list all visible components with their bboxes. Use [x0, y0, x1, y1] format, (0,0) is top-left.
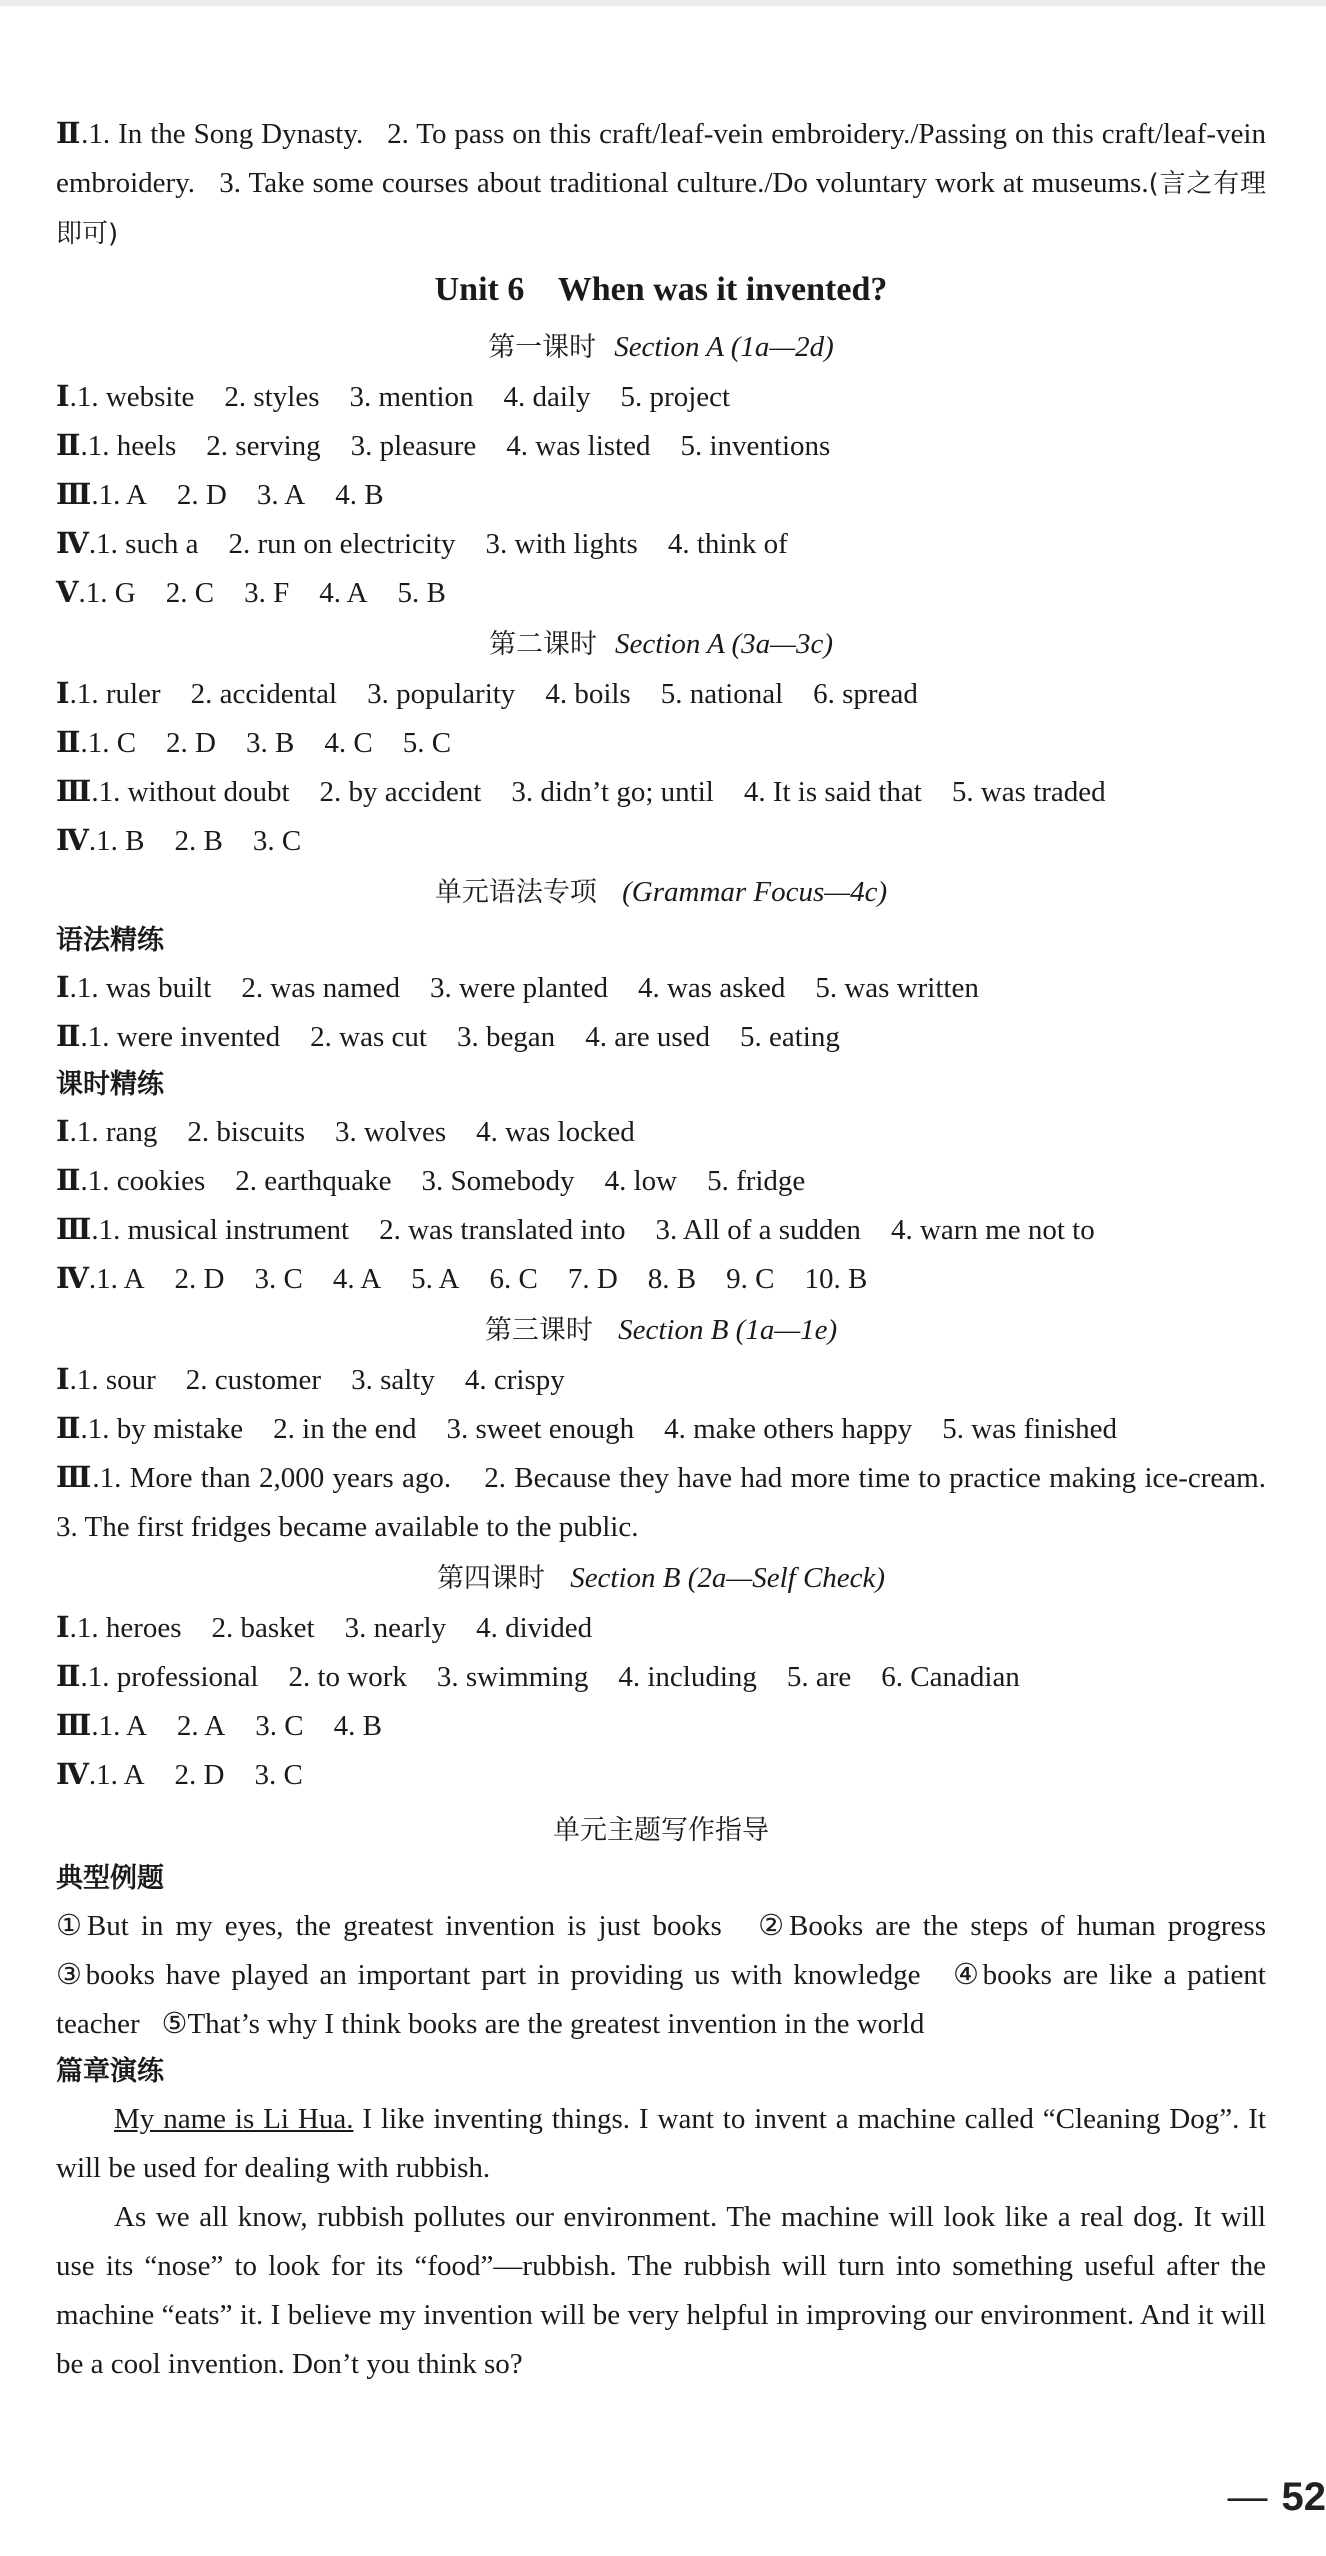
- answer-item: 4. are used: [585, 1021, 710, 1053]
- answer-item: 4. was locked: [476, 1116, 635, 1148]
- sections: [56, 321, 1266, 866]
- roman-numeral: Ⅱ: [56, 727, 81, 759]
- lesson-title: [56, 618, 1266, 670]
- note-text: (言之有理即可): [56, 169, 1267, 249]
- page-number-dash: —: [1227, 2475, 1268, 2519]
- lesson-title-3: [56, 1304, 1266, 1356]
- answer-item: 2. B: [174, 825, 223, 857]
- roman-numeral: Ⅱ: [56, 1413, 81, 1445]
- answer-item: 7. D: [567, 1263, 618, 1295]
- sub-heading: 课时精练: [56, 1069, 164, 1100]
- answer-item: 2. in the end: [273, 1413, 417, 1445]
- answer-item: 1. by mistake: [87, 1413, 244, 1445]
- answer-item: 1. A: [96, 1263, 145, 1295]
- answer-row: Ⅱ.1. professional 2. to work 3. swimming 4. including 5. are 6. Canadian: [56, 1661, 1020, 1693]
- answer-item: 2. D: [176, 479, 227, 511]
- answer-row: Ⅱ.1. C 2. D 3. B 4. C 5. C: [56, 727, 452, 759]
- answer-item: 1. musical instrument: [98, 1214, 350, 1246]
- sub-heading: 典型例题: [56, 1863, 164, 1894]
- roman-numeral: Ⅳ: [56, 825, 89, 857]
- lesson-title-section: Section B (1a—1e): [618, 1314, 838, 1346]
- answer-item: 1. were invented: [87, 1021, 281, 1053]
- lesson-title-section: Section B (2a—Self Check): [570, 1562, 886, 1594]
- answer-item: 3. swimming: [436, 1661, 589, 1693]
- sub-heading: 篇章演练: [56, 2056, 164, 2087]
- answer-item: 3. F: [244, 577, 290, 609]
- answer-content: [56, 110, 1295, 2389]
- grammar-rows-1: [56, 964, 1266, 1062]
- answer-item: 1. without doubt: [98, 776, 290, 808]
- lesson-title-section: (Grammar Focus—4c): [622, 876, 888, 908]
- roman-numeral: Ⅰ: [56, 1364, 70, 1396]
- answer-item: 4. B: [333, 1710, 382, 1742]
- answer-item: 5. B: [397, 577, 446, 609]
- answer-item: 4. think of: [667, 528, 788, 560]
- answer-item: 5. was written: [815, 972, 979, 1004]
- roman-numeral: Ⅰ: [56, 678, 70, 710]
- answer-item: 3. B: [246, 727, 295, 759]
- answer-item: 1. A: [96, 1759, 145, 1791]
- answer-item: 4. was asked: [637, 972, 786, 1004]
- answer-row: Ⅰ.1. rang 2. biscuits 3. wolves 4. was locked: [56, 1116, 635, 1148]
- answer-item: 2. serving: [206, 430, 321, 462]
- answer-item: 3. popularity: [367, 678, 516, 710]
- essay-text: I like inventing things. I want to invent a machine called “Cleaning Dog”. It will be used for dealing with rubbish.: [56, 2103, 1266, 2184]
- answer-item: 1. such a: [96, 528, 199, 560]
- answer-item: 2. D: [174, 1263, 225, 1295]
- answer-item: 3. Somebody: [421, 1165, 575, 1197]
- section4-rows: [56, 1604, 1266, 1800]
- lesson-title-zh: 第二课时: [489, 629, 597, 660]
- answer-item: 1. rang: [76, 1116, 158, 1148]
- answer-item: 2. styles: [224, 381, 320, 413]
- answer-row: Ⅲ.1. A 2. D 3. A 4. B: [56, 479, 384, 511]
- answer-item: 4. including: [618, 1661, 757, 1693]
- answer-item: 8. B: [647, 1263, 697, 1295]
- roman-numeral: Ⅲ: [56, 479, 92, 511]
- answer-item: 4. make others happy: [664, 1413, 913, 1445]
- answer-item: 10. B: [804, 1263, 868, 1295]
- answer-row: Ⅱ.1. were invented 2. was cut 3. began 4. are used 5. eating: [56, 1021, 840, 1053]
- roman-numeral: Ⅳ: [56, 1759, 89, 1791]
- answer-row: Ⅳ.1. A 2. D 3. C 4. A 5. A 6. C 7. D 8. B 9. C 10. B: [56, 1263, 868, 1295]
- answer-item: 6. Canadian: [881, 1661, 1020, 1693]
- answer-row: Ⅲ.1. More than 2,000 years ago. 2. Because they have had more time to practice making ice-cream. 3. The first fridges became available to the public.: [56, 1462, 1295, 1543]
- lesson-title-zh: 第一课时: [488, 332, 597, 363]
- answer-row: Ⅰ.1. heroes 2. basket 3. nearly 4. divided: [56, 1612, 593, 1644]
- lesson-title-4: [56, 1552, 1266, 1604]
- unit-title: Unit 6 When was it invented?: [434, 271, 888, 308]
- answer-item: 1. G: [85, 577, 136, 609]
- answer-text: 2. To pass on this craft/leaf-vein embroidery./Passing on this craft/leaf-vein embroidery.: [56, 118, 1266, 199]
- roman-numeral: Ⅰ: [56, 381, 70, 413]
- top-answer-block: Ⅱ.1. In the Song Dynasty. 2. To pass on this craft/leaf-vein embroidery./Passing on this craft/leaf-vein embroidery. 3. Take some courses about traditional culture./Do voluntary work at museums.(言之有理即可): [56, 118, 1267, 249]
- answer-item: 3. began: [456, 1021, 556, 1053]
- answer-item: 2. A: [176, 1710, 226, 1742]
- answer-item: 4. crispy: [464, 1364, 565, 1396]
- answer-item: 5. was finished: [942, 1413, 1117, 1445]
- answer-text: 3. Take some courses about traditional culture./Do voluntary work at museums.: [219, 167, 1149, 199]
- answer-row: Ⅰ.1. was built 2. was named 3. were planted 4. was asked 5. was written: [56, 972, 979, 1004]
- answer-text: 1. In the Song Dynasty.: [88, 118, 364, 150]
- answer-row: Ⅳ.1. A 2. D 3. C: [56, 1759, 303, 1791]
- answer-item: 1. professional: [87, 1661, 259, 1693]
- answer-row: Ⅱ.1. heels 2. serving 3. pleasure 4. was listed 5. inventions: [56, 430, 831, 462]
- lesson-title-zh: 单元语法专项: [434, 877, 597, 908]
- answer-item: 2. run on electricity: [228, 528, 456, 560]
- answer-row: Ⅰ.1. sour 2. customer 3. salty 4. crispy: [56, 1364, 565, 1396]
- grammar-rows-2: [56, 1108, 1266, 1304]
- answer-item: 5. are: [786, 1661, 852, 1693]
- answer-item: 1. sour: [76, 1364, 156, 1396]
- answer-item: 2. D: [166, 727, 216, 759]
- answer-item: 1. heroes: [76, 1612, 182, 1644]
- answer-item: 4. A: [319, 577, 368, 609]
- roman-numeral: Ⅲ: [56, 1462, 93, 1494]
- answer-item: 3. pleasure: [350, 430, 477, 462]
- roman-numeral: Ⅰ: [56, 1612, 70, 1644]
- answer-item: 3. C: [254, 1759, 303, 1791]
- answer-item: 2. basket: [211, 1612, 315, 1644]
- answer-item: 4. It is said that: [743, 776, 922, 808]
- roman-numeral: Ⅰ: [56, 1116, 70, 1148]
- answer-row: Ⅲ.1. without doubt 2. by accident 3. didn’t go; until 4. It is said that 5. was traded: [56, 776, 1106, 808]
- answer-row: Ⅰ.1. ruler 2. accidental 3. popularity 4. boils 5. national 6. spread: [56, 678, 918, 710]
- answer-item: 5. project: [620, 381, 731, 413]
- roman-numeral: Ⅲ: [56, 1710, 92, 1742]
- page-number-value: 52: [1281, 2475, 1326, 2519]
- answer-item: 2. was named: [241, 972, 401, 1004]
- answer-row: Ⅱ.1. by mistake 2. in the end 3. sweet enough 4. make others happy 5. was finished: [56, 1413, 1117, 1445]
- answer-item: 4. warn me not to: [890, 1214, 1095, 1246]
- answer-item: 4. C: [324, 727, 373, 759]
- writing-title-text: 单元主题写作指导: [553, 1815, 769, 1846]
- roman-numeral: Ⅲ: [56, 776, 92, 808]
- answer-item: 2. was translated into: [379, 1214, 626, 1246]
- answer-item: 1. website: [76, 381, 195, 413]
- answer-row: Ⅲ.1. A 2. A 3. C 4. B: [56, 1710, 382, 1742]
- roman-numeral: Ⅳ: [56, 1263, 89, 1295]
- answer-row: Ⅳ.1. B 2. B 3. C: [56, 825, 302, 857]
- writing-title: [56, 1804, 1266, 1856]
- answer-item: 4. low: [604, 1165, 678, 1197]
- roman-numeral: Ⅱ: [56, 1661, 81, 1693]
- answer-item: 1. ruler: [76, 678, 161, 710]
- roman-numeral: Ⅱ: [56, 118, 82, 150]
- answer-row: Ⅱ.1. cookies 2. earthquake 3. Somebody 4. low 5. fridge: [56, 1165, 806, 1197]
- answer-item: 3. wolves: [334, 1116, 447, 1148]
- answer-item: 2. C: [165, 577, 215, 609]
- top-edge: [0, 0, 1326, 6]
- roman-numeral: Ⅱ: [56, 430, 81, 462]
- answer-item: 1. C: [87, 727, 137, 759]
- answer-item: 3. sweet enough: [446, 1413, 635, 1445]
- answer-item: 1. B: [96, 825, 145, 857]
- answer-item: 5. C: [402, 727, 452, 759]
- lesson-title-section: Section A (1a—2d): [614, 331, 834, 363]
- answer-item: 5. national: [660, 678, 784, 710]
- answer-item: 3. salty: [351, 1364, 435, 1396]
- example-text: ①But in my eyes, the greatest invention is just books ②Books are the steps of human progress ③books have played an important part in providing us with knowledge ④books are like a patient teacher ⑤That’s why I think books are the greatest invention in the world: [56, 1910, 1288, 2040]
- answer-item: 3. didn’t go; until: [511, 776, 714, 808]
- roman-numeral: Ⅰ: [56, 972, 70, 1004]
- answer-item: 2. earthquake: [235, 1165, 392, 1197]
- answer-item: 1. was built: [76, 972, 212, 1004]
- answer-item: 1. cookies: [87, 1165, 206, 1197]
- answer-item: 2. to work: [288, 1661, 407, 1693]
- lesson-title: [56, 321, 1266, 373]
- answer-item: 5. fridge: [707, 1165, 806, 1197]
- lesson-title-zh: 第三课时: [484, 1315, 593, 1346]
- answer-item: 4. divided: [476, 1612, 593, 1644]
- sub-heading: 语法精练: [56, 925, 164, 956]
- answer-row: Ⅰ.1. website 2. styles 3. mention 4. daily 5. project: [56, 381, 731, 413]
- answer-item: 3. C: [252, 825, 302, 857]
- answer-item: 2. accidental: [190, 678, 338, 710]
- answer-row: Ⅲ.1. musical instrument 2. was translated into 3. All of a sudden 4. warn me not to: [56, 1214, 1095, 1246]
- essay-paragraph-1: [56, 2095, 1266, 2193]
- lesson-title-section: Section A (3a—3c): [615, 628, 833, 660]
- answer-item: 1. A: [98, 1710, 147, 1742]
- answer-item: 2. D: [174, 1759, 225, 1791]
- answer-item: 3. C: [254, 1263, 303, 1295]
- answer-row: Ⅴ.1. G 2. C 3. F 4. A 5. B: [56, 577, 446, 609]
- answer-item: 3. mention: [349, 381, 474, 413]
- answer-item: 3. A: [256, 479, 306, 511]
- answer-item: 5. was traded: [951, 776, 1106, 808]
- answer-item: 2. customer: [185, 1364, 322, 1396]
- answer-item: 5. eating: [740, 1021, 840, 1053]
- answer-item: 1. A: [98, 479, 147, 511]
- answer-item: 4. B: [335, 479, 384, 511]
- answer-row: Ⅳ.1. such a 2. run on electricity 3. with lights 4. think of: [56, 528, 788, 560]
- answer-item: 6. C: [489, 1263, 538, 1295]
- answer-item: 3. with lights: [485, 528, 638, 560]
- roman-numeral: Ⅴ: [56, 577, 79, 609]
- lesson-title-zh: 第四课时: [436, 1563, 545, 1594]
- essay-paragraph-2: As we all know, rubbish pollutes our environment. The machine will look like a real dog. It will use its “nose” to look for its “food”—rubbish. The rubbish will turn into something useful after the machine “eats” it. I believe my invention will be very helpful in improving our environment. And it will be a cool invention. Don’t you think so?: [56, 2201, 1266, 2380]
- answer-item: 3. All of a sudden: [655, 1214, 861, 1246]
- answer-item: 2. by accident: [319, 776, 482, 808]
- answer-item: 3. nearly: [344, 1612, 447, 1644]
- answer-item: 3. were planted: [430, 972, 608, 1004]
- answer-item: 4. boils: [545, 678, 631, 710]
- answer-item: 4. A: [332, 1263, 382, 1295]
- answer-item: 2. was cut: [310, 1021, 427, 1053]
- roman-numeral: Ⅲ: [56, 1214, 92, 1246]
- answer-item: 4. daily: [503, 381, 591, 413]
- answer-item: 3. C: [255, 1710, 304, 1742]
- answer-item: 5. A: [411, 1263, 460, 1295]
- answer-item: 6. spread: [813, 678, 918, 710]
- answer-item: 9. C: [726, 1263, 775, 1295]
- roman-numeral: Ⅱ: [56, 1021, 81, 1053]
- lesson-title-grammar: [56, 866, 1266, 918]
- page-number: [1228, 2475, 1326, 2520]
- answer-item: 2. biscuits: [187, 1116, 305, 1148]
- underlined-sentence: My name is Li Hua.: [114, 2103, 354, 2135]
- answer-item: 5. inventions: [680, 430, 831, 462]
- answer-item: 4. was listed: [506, 430, 651, 462]
- section3-rows: [56, 1356, 1266, 1454]
- answer-text: 1. More than 2,000 years ago. 2. Because they have had more time to practice making ice-cream. 3. The first fridges became available to the public.: [56, 1462, 1295, 1543]
- roman-numeral: Ⅱ: [56, 1165, 81, 1197]
- roman-numeral: Ⅳ: [56, 528, 89, 560]
- answer-item: 1. heels: [87, 430, 177, 462]
